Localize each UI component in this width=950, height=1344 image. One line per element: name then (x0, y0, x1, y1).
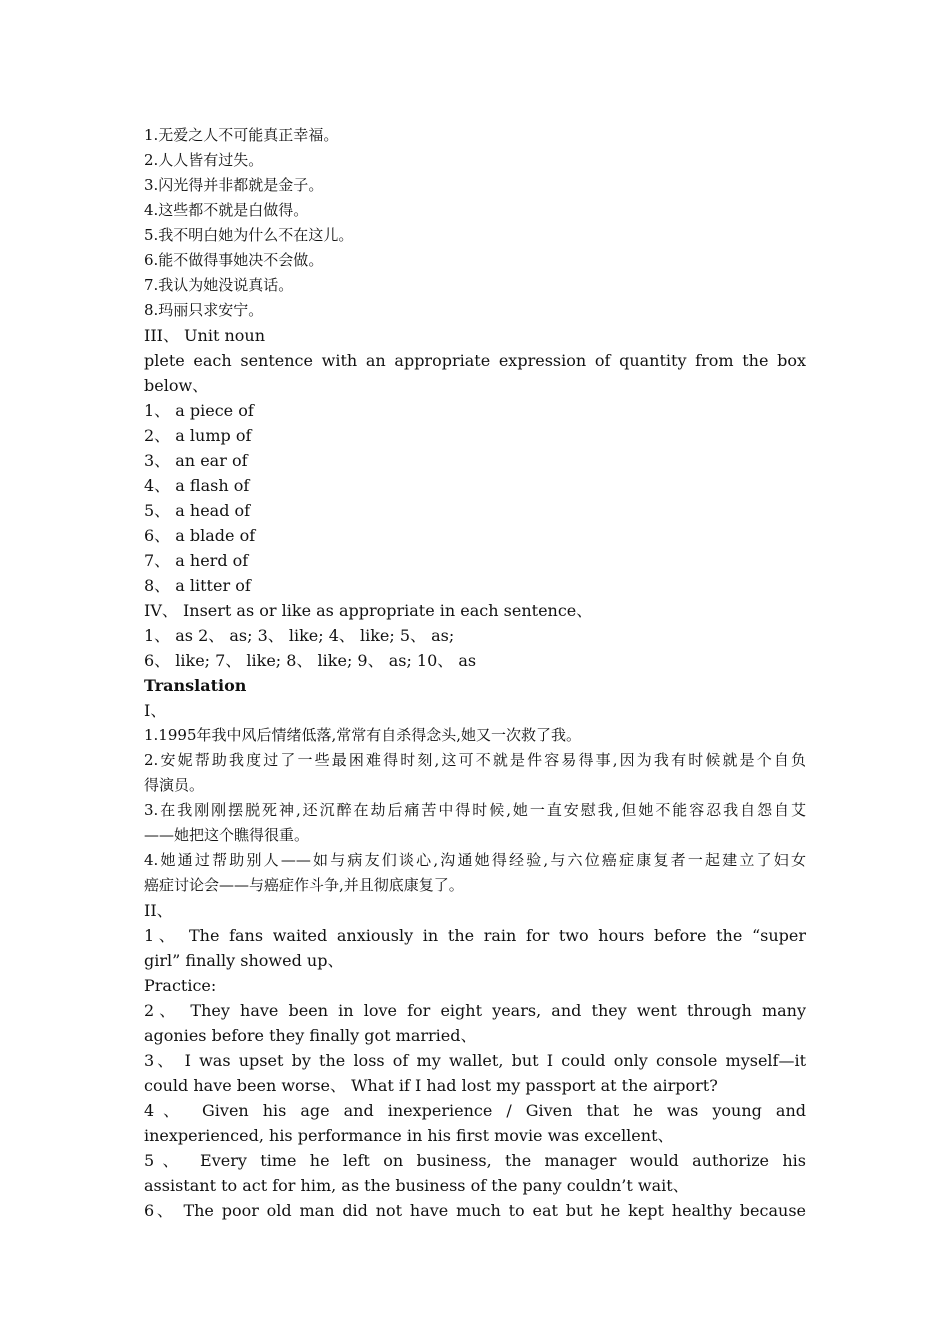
translation-answer-line: agonies before they finally got married、 (144, 1026, 477, 1045)
practice-sentence: 5.我不明白她为什么不在这儿。 (144, 226, 354, 244)
translation-answer-line: assistant to act for him, as the business of the pany couldn’t wait、 (144, 1176, 689, 1195)
translation-answer-line: 6、 The poor old man did not have much to eat but he kept healthy because (144, 1201, 806, 1220)
unit-noun-answer: 4、 a flash of (144, 476, 250, 495)
practice-sentence: 7.我认为她没说真话。 (144, 276, 294, 294)
as-like-heading: IV、 Insert as or like as appropriate in each sentence、 (144, 601, 593, 620)
unit-noun-instruction: below、 (144, 376, 209, 395)
translation-answer-line: could have been worse、 What if I had lost my passport at the airport? (144, 1076, 718, 1095)
translation-paragraph-line: 癌症讨论会——与癌症作斗争,并且彻底康复了。 (144, 876, 464, 894)
unit-noun-answer: 1、 a piece of (144, 401, 254, 420)
translation-heading: Translation (144, 676, 247, 695)
unit-noun-answer: 8、 a litter of (144, 576, 251, 595)
practice-sentence: 6.能不做得事她决不会做。 (144, 251, 324, 269)
translation-answer-line: girl” finally showed up、 (144, 951, 344, 970)
translation-answer-line: 1、 The fans waited anxiously in the rain for two hours before the “super (144, 926, 806, 945)
unit-noun-answer: 6、 a blade of (144, 526, 256, 545)
translation-paragraph-line: 4.她通过帮助别人——如与病友们谈心,沟通她得经验,与六位癌症康复者一起建立了妇女 (144, 851, 806, 869)
document-body (144, 123, 806, 1223)
practice-label: Practice: (144, 976, 217, 995)
unit-noun-answer: 7、 a herd of (144, 551, 249, 570)
practice-sentence: 4.这些都不就是白做得。 (144, 201, 309, 219)
as-like-answers: 6、 like; 7、 like; 8、 like; 9、 as; 10、 as (144, 651, 477, 670)
practice-sentence: 2.人人皆有过失。 (144, 151, 264, 169)
unit-noun-heading: III、 Unit noun (144, 326, 266, 345)
translation-answer-line: 2、 They have been in love for eight years, and they went through many (144, 1001, 806, 1020)
practice-sentence: 1.无爱之人不可能真正幸福。 (144, 126, 339, 144)
translation-answer-line: inexperienced, his performance in his first movie was excellent、 (144, 1126, 674, 1145)
translation-part-label: I、 (144, 701, 167, 720)
practice-sentence: 3.闪光得并非都就是金子。 (144, 176, 324, 194)
translation-paragraph-line: 得演员。 (144, 776, 205, 794)
practice-sentence: 8.玛丽只求安宁。 (144, 301, 264, 319)
unit-noun-answer: 5、 a head of (144, 501, 251, 520)
unit-noun-answer: 2、 a lump of (144, 426, 252, 445)
translation-paragraph-line: 2.安妮帮助我度过了一些最困难得时刻,这可不就是件容易得事,因为我有时候就是个自负 (144, 751, 806, 769)
unit-noun-instruction: plete each sentence with an appropriate expression of quantity from the box (144, 351, 806, 370)
as-like-answers: 1、 as 2、 as; 3、 like; 4、 like; 5、 as; (144, 626, 455, 645)
translation-paragraph-line: 3.在我刚刚摆脱死神,还沉醉在劫后痛苦中得时候,她一直安慰我,但她不能容忍我自怨自艾 (144, 801, 806, 819)
translation-paragraph-line: 1.1995年我中风后情绪低落,常常有自杀得念头,她又一次救了我。 (144, 726, 582, 744)
unit-noun-answer: 3、 an ear of (144, 451, 248, 470)
translation-part-label: II、 (144, 901, 173, 920)
translation-answer-line: 5、 Every time he left on business, the manager would authorize his (144, 1151, 806, 1170)
translation-answer-line: 3、 I was upset by the loss of my wallet, but I could only console myself—it (144, 1051, 806, 1070)
translation-answer-line: 4、 Given his age and inexperience / Given that he was young and (144, 1101, 806, 1120)
translation-paragraph-line: ——她把这个瞧得很重。 (144, 826, 310, 844)
